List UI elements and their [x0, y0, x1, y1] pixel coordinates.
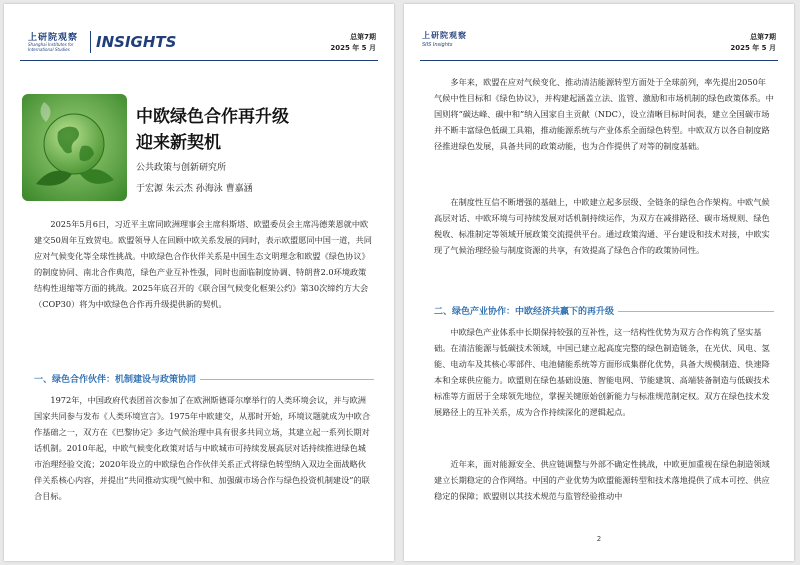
page-number: 2 [596, 535, 602, 543]
header-divider-right [420, 60, 778, 61]
section-1-title: 一、绿色合作伙伴：机制建设与政策协同 [34, 372, 200, 385]
publication-logo-subtitle: Shanghai Institutes for International Studies [28, 42, 74, 52]
issue-info [330, 32, 376, 54]
right-page [404, 4, 794, 561]
issue-info-right [730, 32, 776, 54]
publication-logo-right: 上研院观察 [422, 30, 467, 40]
article-title-line1: 中欧绿色合作再升级 [136, 107, 289, 127]
paragraph-4: 近年来，面对能源安全、供应链调整与外部不确定性挑战，中欧更加重视在绿色制造领域建立长期稳定的合作网络。中国的产业优势为欧盟能源转型和技术落地提供了成本可控、供应稳定的保障；欧盟则以其技术规范与监管经验推动中 [434, 459, 770, 501]
issue-date: 2025 年 5 月 [330, 44, 376, 52]
article-title-line2: 迎来新契机 [136, 133, 221, 153]
intro-paragraph: 2025年5月6日，习近平主席同欧洲理事会主席科斯塔、欧盟委员会主席冯德莱恩就中欧建交50周年互致贺电。欧盟领导人在回顾中欧关系发展的同时，表示欧盟愿同中国一道，共同应对气候变化等全球性挑战。中欧绿色合作伙伴关系是中国生态文明理念和欧盟《绿色协议》的制度协同、南北合作典范，绿色产业互补性强，同时也面临制度协调、特朗普2.0环境政策结构性退缩等方面的挑战。2025年底召开的《联合国气候变化框架公约》第30次缔约方大会（COP30）将为中欧绿色合作再升级提供新的契机。 [34, 219, 372, 309]
globe-leaf-illustration [22, 94, 127, 201]
issue-date-right: 2025 年 5 月 [730, 44, 776, 52]
paragraph-3: 中欧绿色产业体系中长期保持较强的互补性，这一结构性优势为双方合作构筑了坚实基础。在清洁能源与低碳技术领域，中国已建立起高度完整的绿色制造链条，在光伏、风电、氢能、电动车及其核心零部件、电池储能系统等方面形成集群化优势，具备大规模制造、快速降本和全球供应能力。欧盟则在绿色基础设施、智能电网、节能建筑、高端装备制造与低碳技术标准等方面居于全球领先地位，掌握关键原始创新能力与标准规范制定权。双方在绿色技术发展路径上的互补关系，成为合作持续深化的逻辑起点。 [434, 327, 770, 417]
section-1-paragraph: 1972年，中国政府代表团首次参加了在欧洲斯德哥尔摩举行的人类环境会议，并与欧洲国家共同参与发布《人类环境宣言》。1975年中欧建交，从那时开始，环境议题就成为中欧合作基础之一，双方在《巴黎协定》多边气候治理中具有很多共同立场，其建立起一系列长期对话机制。2010年起，中欧气候变化政策对话与中欧城市可持续发展高层对话持续推进绿色城市治理经验交流；2020年设立的中欧绿色合作伙伴关系正式将绿色转型纳入双边全面战略伙伴关系核心内容，并提出“共同推动实现气候中和、加强碳市场合作与绿色投资机制建设”的联合目标。 [34, 395, 371, 501]
section-2-heading [434, 304, 774, 319]
paragraph-1: 多年来，欧盟在应对气候变化、推动清洁能源转型方面处于全球前列，率先提出2050年气候中性目标和《绿色协议》，并构建起涵盖立法、监管、激励和市场机制的绿色政策体系。中国则将“碳达峰、碳中和”纳入国家自主贡献（NDC），设立清晰目标时间表，建立全国碳市场并不断丰富绿色低碳工具箱，推动能源系统与产业体系全面绿色转型。中欧双方以各自制度路径推进绿色发展，具备共同的政策动能，也为合作提供了对等的制度基础。 [434, 77, 774, 151]
section-1-heading [34, 372, 374, 387]
institute-name: 公共政策与创新研究所 [136, 163, 227, 173]
publication-logo: 上研院观察 [28, 33, 79, 43]
paragraph-2: 在制度性互信不断增强的基础上，中欧建立起多层级、全链条的绿色合作架构。中欧气候高层对话、中欧环境与可持续发展对话机制持续运作，为双方在减排路径、碳市场规则、绿色税收、标准制定等领域开展政策交流提供平台。通过政策沟通、平台建设和技术对接，中欧实现了气候治理经验与制度资源的共享，有效提高了绿色合作的政策协同性。 [434, 197, 770, 255]
issue-number: 总第7期 [350, 33, 376, 41]
issue-number-right: 总第7期 [750, 33, 776, 41]
publication-logo-subtitle-right: SIIS Insights [422, 42, 453, 48]
left-page [4, 4, 394, 561]
author-list: 于宏源 朱云杰 孙海泳 曹嘉涵 [136, 184, 253, 194]
header-separator [90, 31, 91, 53]
insights-label: INSIGHTS [96, 33, 177, 51]
section-2-title: 二、绿色产业协作：中欧经济共赢下的再升级 [434, 304, 618, 317]
header-divider [20, 60, 378, 61]
